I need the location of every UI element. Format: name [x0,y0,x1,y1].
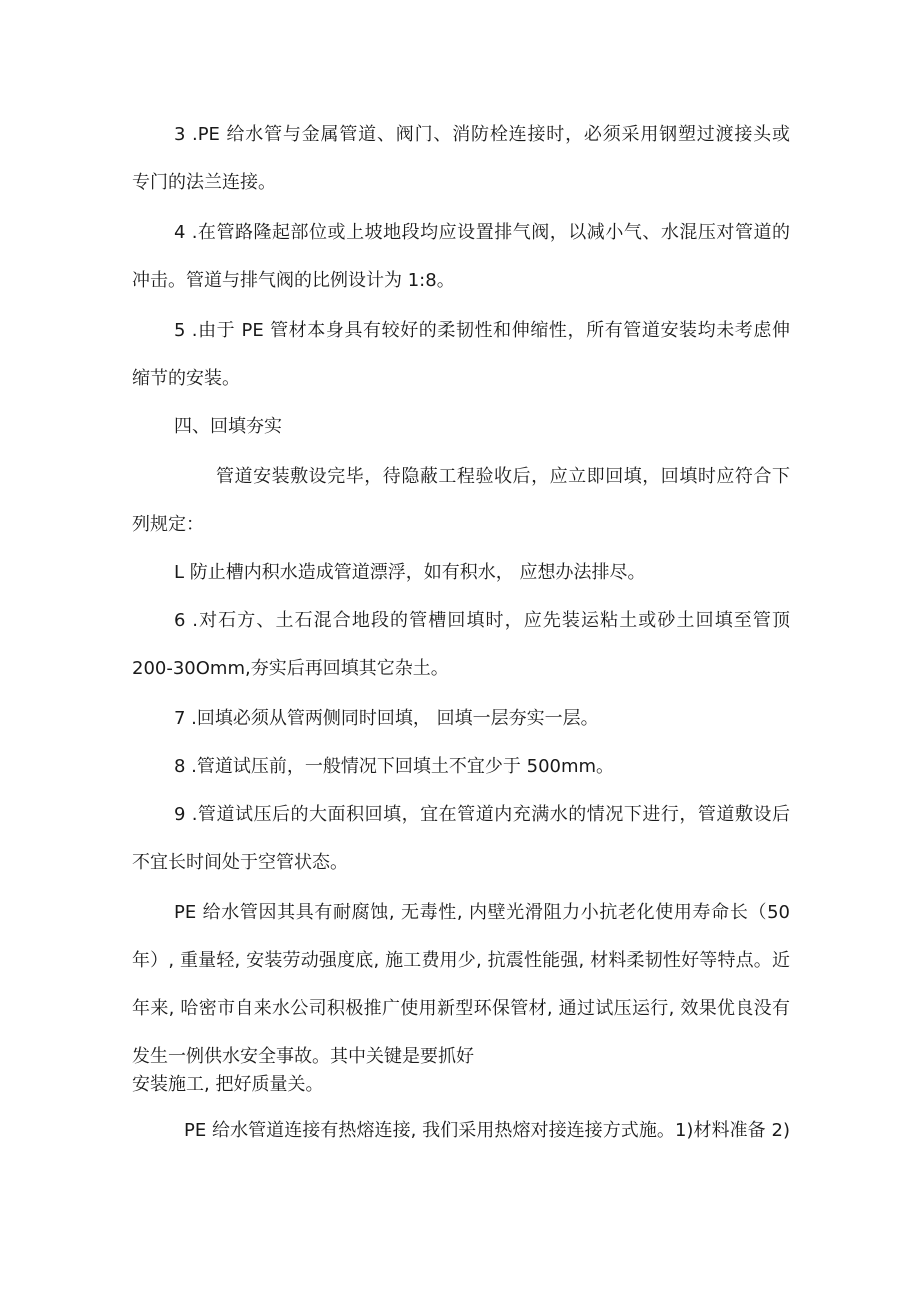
backfill-item-9-line-1: 9 .管道试压后的大面积回填，宜在管道内充满水的情况下进行，管道敷设后 [174,804,790,825]
paragraph-4-line-1: 4 .在管路隆起部位或上坡地段均应设置排气阀，以减小气、水混压对管道的 [174,222,790,243]
section-heading-backfill: 四、回填夯实 [174,416,282,437]
paragraph-4-line-2: 冲击。管道与排气阀的比例设计为 1:8。 [132,270,455,291]
paragraph-3-line-1: 3 .PE 给水管与金属管道、阀门、消防栓连接时，必须采用钢塑过渡接头或 [174,124,790,145]
connection-method-line-1: PE 给水管道连接有热熔连接, 我们采用热熔对接连接方式施。1)材料准备 2) [184,1120,790,1141]
backfill-intro-line-1: 管道安装敷设完毕，待隐蔽工程验收后，应立即回填，回填时应符合下 [216,466,790,487]
backfill-item-1: L 防止槽内积水造成管道漂浮，如有积水， 应想办法排尽。 [174,562,646,583]
paragraph-5-line-2: 缩节的安装。 [132,368,240,389]
summary-line-4: 发生一例供水安全事故。其中关键是要抓好 [132,1046,474,1067]
backfill-item-9-line-2: 不宜长时间处于空管状态。 [132,852,348,873]
summary-line-5: 安装施工, 把好质量关。 [132,1074,324,1095]
paragraph-3-line-2: 专门的法兰连接。 [132,172,276,193]
backfill-intro-line-2: 列规定： [132,514,204,535]
summary-line-2: 年）, 重量轻, 安装劳动强度底, 施工费用少, 抗震性能强, 材料柔韧性好等特点。近 [132,950,790,971]
backfill-item-8: 8 .管道试压前，一般情况下回填土不宜少于 500mm。 [174,756,615,777]
backfill-item-6-line-1: 6 .对石方、土石混合地段的管槽回填时，应先装运粘土或砂土回填至管顶 [174,610,790,631]
summary-line-3: 年来, 哈密市自来水公司积极推广使用新型环保管材, 通过试压运行, 效果优良没有 [132,998,790,1019]
summary-line-1: PE 给水管因其具有耐腐蚀, 无毒性, 内壁光滑阻力小抗老化使用寿命长（50 [174,902,790,923]
paragraph-5-line-1: 5 .由于 PE 管材本身具有较好的柔韧性和伸缩性，所有管道安装均未考虑伸 [174,320,790,341]
backfill-item-7: 7 .回填必须从管两侧同时回填， 回填一层夯实一层。 [174,708,599,729]
backfill-item-6-line-2: 200-30Omm,夯实后再回填其它杂土。 [132,658,449,679]
